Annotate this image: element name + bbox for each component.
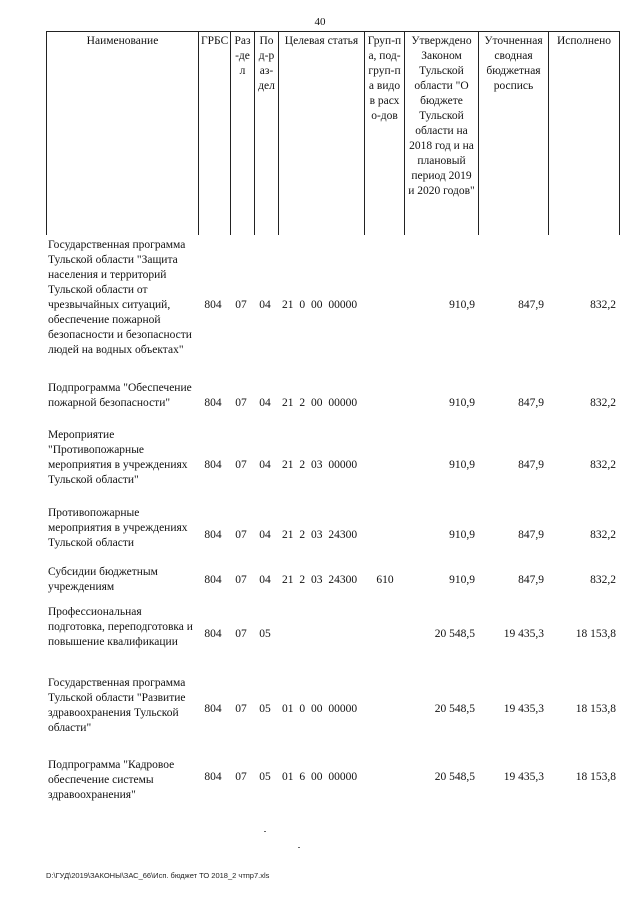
row-expense-group: 610 bbox=[376, 574, 394, 586]
row-executed: 832,2 bbox=[590, 397, 616, 409]
row-refined: 19 435,3 bbox=[503, 703, 544, 715]
row-target-article: 21 2 03 00000 bbox=[282, 459, 358, 471]
row-executed: 832,2 bbox=[590, 459, 616, 471]
row-grbs: 804 bbox=[204, 397, 222, 409]
row-executed: 18 153,8 bbox=[575, 703, 616, 715]
row-podrazdel: 04 bbox=[259, 299, 271, 311]
row-refined: 847,9 bbox=[518, 299, 544, 311]
row-refined: 19 435,3 bbox=[503, 771, 544, 783]
scan-speck bbox=[264, 831, 266, 832]
header-razdel: Раз-дел bbox=[231, 32, 255, 235]
file-path-footer: D:\ГУД\2019\ЗАКОНЫ\ЗАС_66\Исп. бюджет ТО 2018_2 чтпр7.xls bbox=[46, 871, 270, 880]
row-razdel: 07 bbox=[235, 574, 247, 586]
row-executed: 832,2 bbox=[590, 574, 616, 586]
row-executed: 832,2 bbox=[590, 529, 616, 541]
row-target-article: 21 0 00 00000 bbox=[282, 299, 358, 311]
row-podrazdel: 04 bbox=[259, 397, 271, 409]
header-podrazdel: Под-раз-дел bbox=[255, 32, 279, 235]
row-grbs: 804 bbox=[204, 299, 222, 311]
row-razdel: 07 bbox=[235, 397, 247, 409]
row-razdel: 07 bbox=[235, 771, 247, 783]
row-approved: 20 548,5 bbox=[434, 703, 475, 715]
row-refined: 847,9 bbox=[518, 529, 544, 541]
row-razdel: 07 bbox=[235, 628, 247, 640]
row-target-article: 01 0 00 00000 bbox=[282, 703, 358, 715]
page-number: 40 bbox=[314, 16, 326, 28]
row-name: Государственная программа Тульской области "Защита населения и территорий Тульской области от чрезвычайных ситуаций, обеспечение пожарной безопасности и безопасности людей на водных объектах" bbox=[48, 239, 192, 356]
header-expense-group: Груп-па, под-груп-па видов расхо-дов bbox=[365, 32, 405, 235]
row-approved: 20 548,5 bbox=[434, 628, 475, 640]
row-razdel: 07 bbox=[235, 529, 247, 541]
row-razdel: 07 bbox=[235, 459, 247, 471]
scan-speck bbox=[298, 847, 300, 848]
row-refined: 847,9 bbox=[518, 574, 544, 586]
row-target-article: 21 2 03 24300 bbox=[282, 529, 358, 541]
header-target-article: Целевая статья bbox=[279, 32, 365, 235]
table-header bbox=[46, 31, 620, 235]
row-grbs: 804 bbox=[204, 459, 222, 471]
row-razdel: 07 bbox=[235, 703, 247, 715]
row-executed: 18 153,8 bbox=[575, 771, 616, 783]
row-podrazdel: 05 bbox=[259, 703, 271, 715]
row-approved: 910,9 bbox=[449, 397, 475, 409]
row-name: Подпрограмма "Обеспечение пожарной безопасности" bbox=[48, 382, 192, 409]
row-refined: 847,9 bbox=[518, 397, 544, 409]
row-grbs: 804 bbox=[204, 628, 222, 640]
row-grbs: 804 bbox=[204, 574, 222, 586]
row-target-article: 21 2 03 24300 bbox=[282, 574, 358, 586]
row-podrazdel: 04 bbox=[259, 574, 271, 586]
row-grbs: 804 bbox=[204, 703, 222, 715]
row-target-article: 21 2 00 00000 bbox=[282, 397, 358, 409]
row-razdel: 07 bbox=[235, 299, 247, 311]
row-target-article: 01 6 00 00000 bbox=[282, 771, 358, 783]
row-approved: 20 548,5 bbox=[434, 771, 475, 783]
header-refined: Уточненная сводная бюджетная роспись bbox=[479, 32, 549, 235]
header-executed: Исполнено bbox=[556, 35, 612, 47]
row-executed: 18 153,8 bbox=[575, 628, 616, 640]
row-name: Субсидии бюджетным учреждениям bbox=[48, 566, 158, 593]
row-podrazdel: 05 bbox=[259, 771, 271, 783]
row-refined: 847,9 bbox=[518, 459, 544, 471]
row-approved: 910,9 bbox=[449, 529, 475, 541]
row-name: Подпрограмма "Кадровое обеспечение системы здравоохранения" bbox=[48, 759, 175, 801]
row-approved: 910,9 bbox=[449, 299, 475, 311]
row-podrazdel: 04 bbox=[259, 459, 271, 471]
row-approved: 910,9 bbox=[449, 574, 475, 586]
row-grbs: 804 bbox=[204, 529, 222, 541]
header-grbs: ГРБС bbox=[199, 32, 231, 235]
row-executed: 832,2 bbox=[590, 299, 616, 311]
row-name: Противопожарные мероприятия в учреждениях Тульской области bbox=[48, 507, 188, 549]
row-podrazdel: 05 bbox=[259, 628, 271, 640]
row-podrazdel: 04 bbox=[259, 529, 271, 541]
header-approved: Утверждено Законом Тульской области "О бюджете Тульской области на 2018 год и на плановый период 2019 и 2020 годов" bbox=[405, 32, 479, 235]
row-name: Мероприятие "Противопожарные мероприятия в учреждениях Тульской области" bbox=[48, 429, 188, 486]
header-name: Наименование bbox=[47, 32, 199, 235]
row-refined: 19 435,3 bbox=[503, 628, 544, 640]
row-grbs: 804 bbox=[204, 771, 222, 783]
row-name: Профессиональная подготовка, переподготовка и повышение квалификации bbox=[48, 606, 193, 648]
row-approved: 910,9 bbox=[449, 459, 475, 471]
row-name: Государственная программа Тульской области "Развитие здравоохранения Тульской области" bbox=[48, 677, 186, 734]
